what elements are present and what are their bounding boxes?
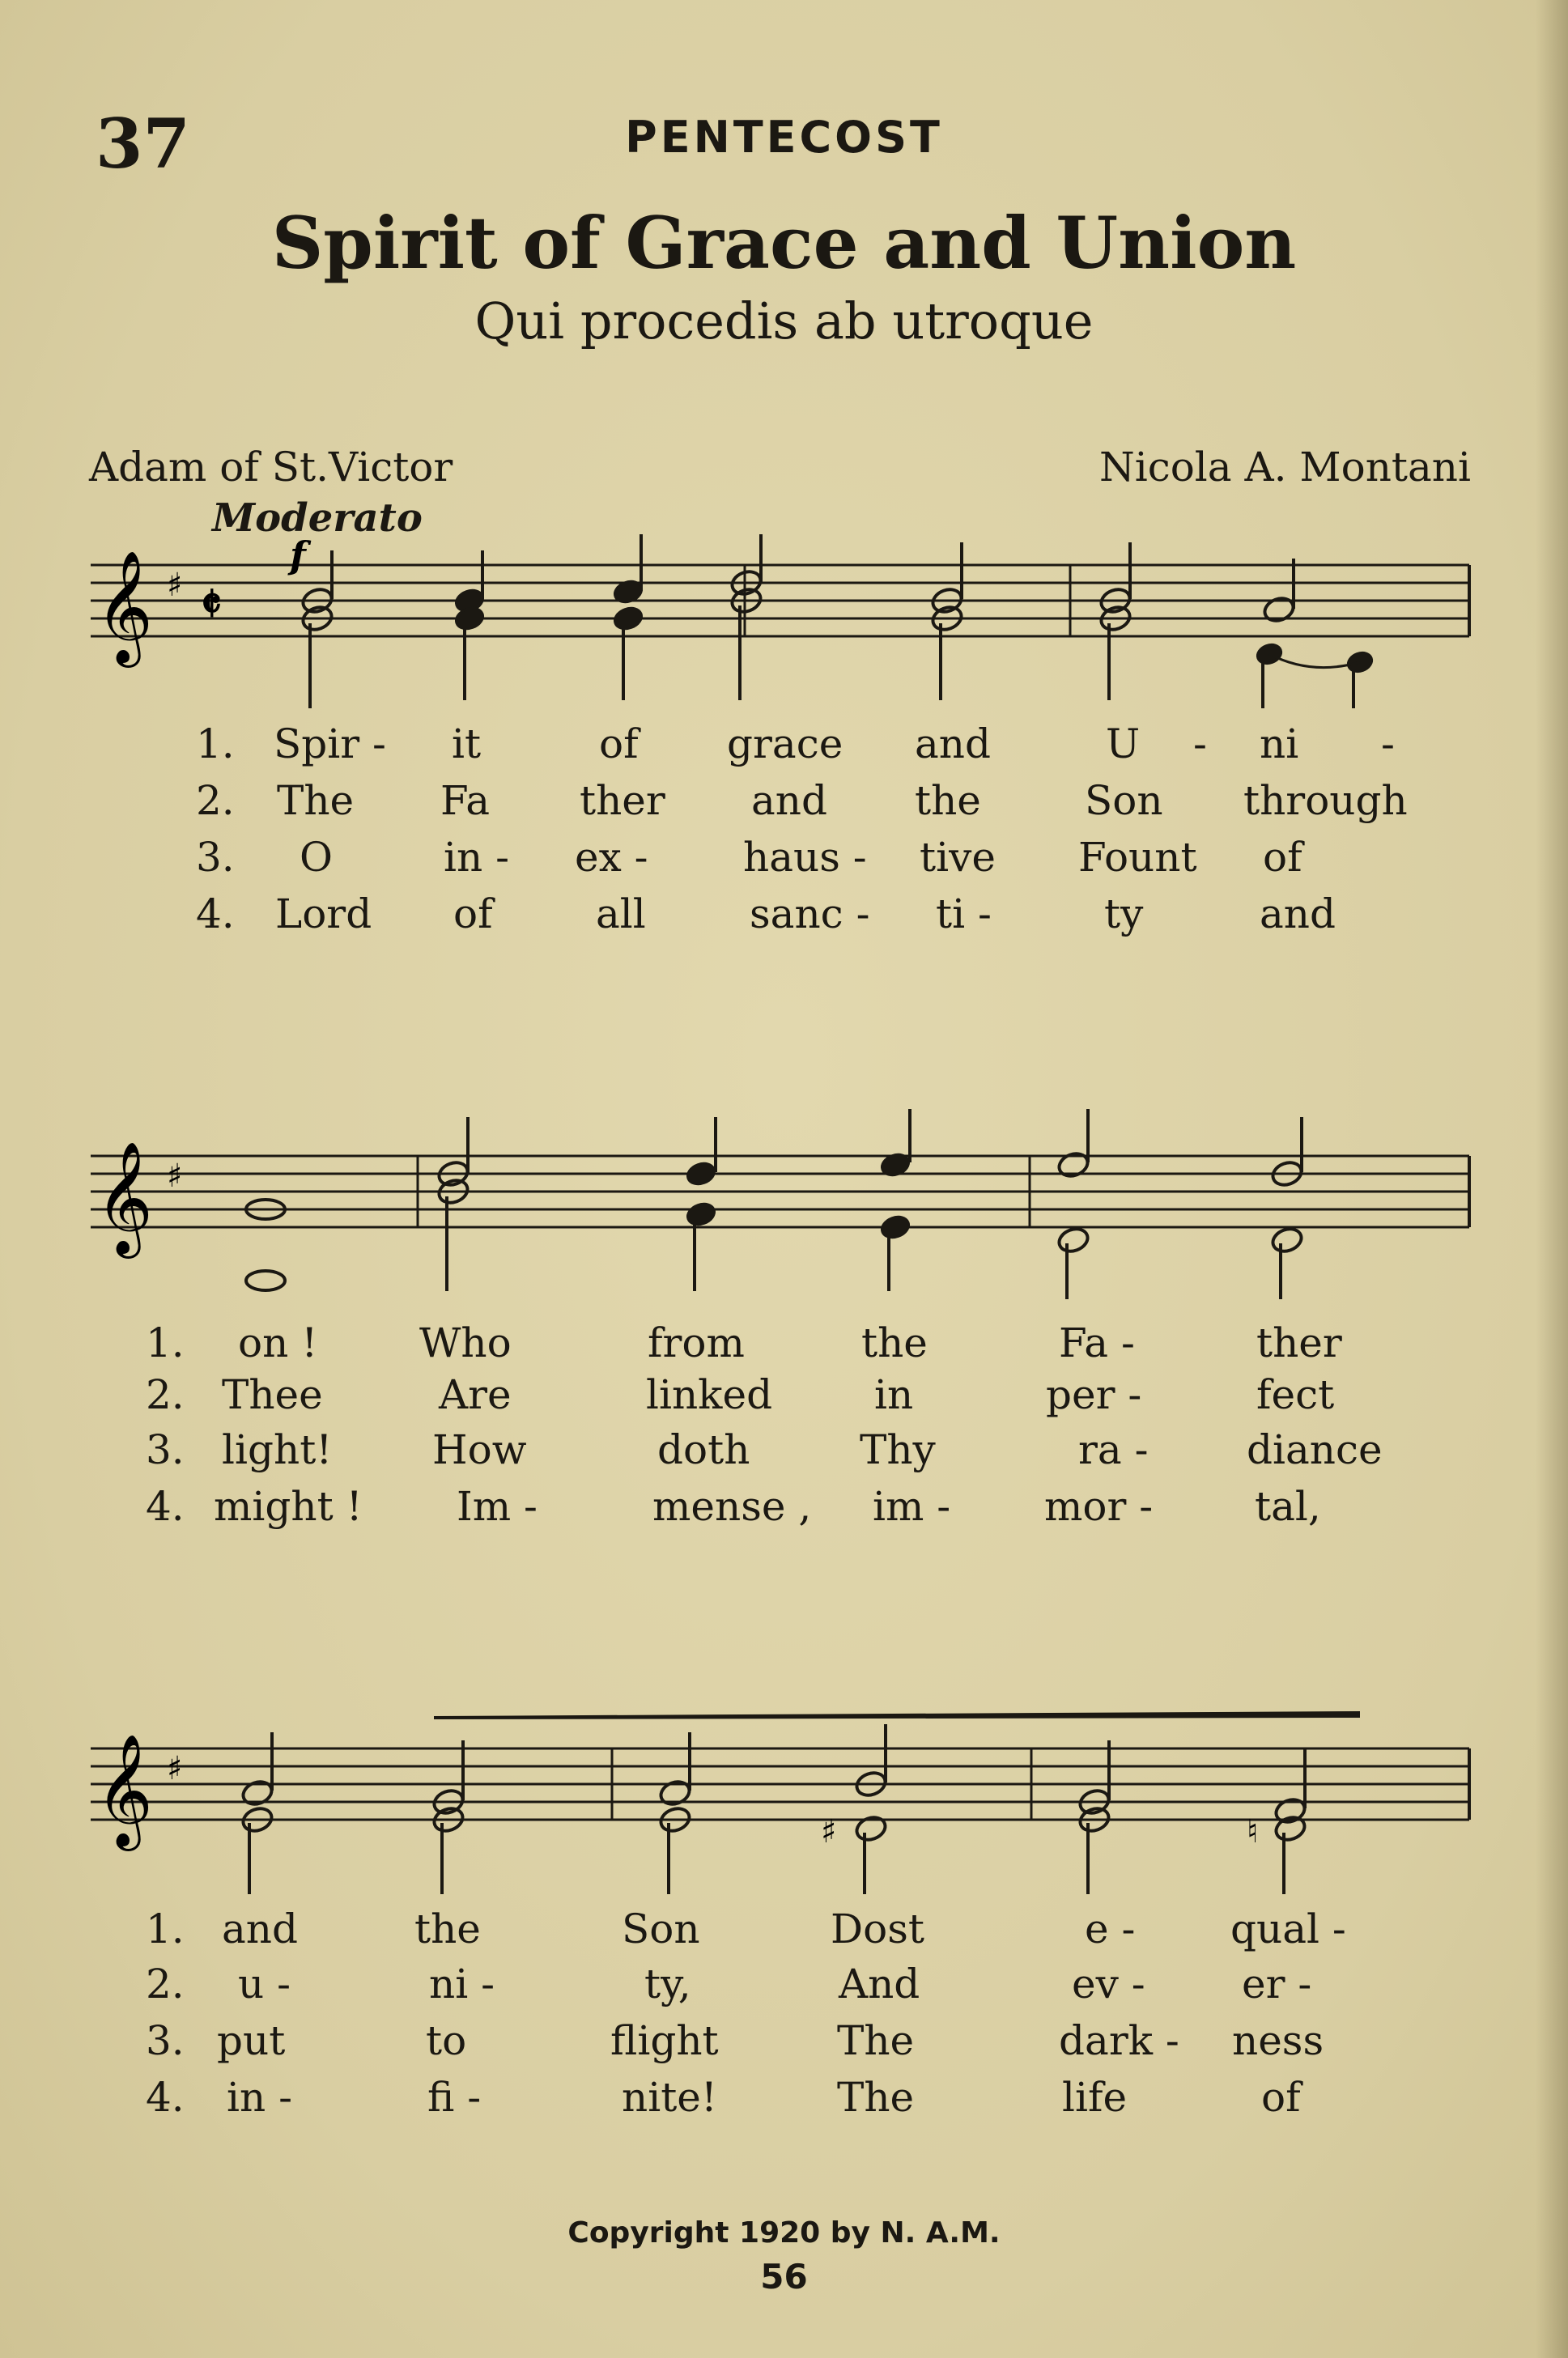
lyric-line: 1. Spir - it of grace and U - ni - — [196, 720, 1395, 767]
section-heading: PENTECOST — [625, 112, 943, 163]
music-staff-system-3 — [0, 1684, 1568, 1902]
lyric-line: 3. put to flight The dark - ness — [146, 2017, 1324, 2064]
lyric-line: 2. The Fa ther and the Son through — [196, 777, 1408, 824]
forte-dynamic: f — [290, 533, 306, 577]
natural-accidental-icon: ♮ — [1247, 1813, 1259, 1850]
text-author: Adam of St.Victor — [89, 444, 453, 491]
treble-clef-icon: 𝄞 — [96, 1141, 153, 1254]
sharp-icon: ♯ — [167, 567, 183, 604]
lyric-line: 4. in - fi - nite! The life of — [146, 2074, 1301, 2121]
lyric-line: 2. Thee Are linked in per - fect — [146, 1371, 1335, 1418]
sharp-icon: ♯ — [167, 1158, 183, 1195]
copyright-notice: Copyright 1920 by N. A.M. — [567, 2216, 1001, 2250]
page-number: 56 — [760, 2257, 808, 2296]
music-staff-system-2 — [0, 1109, 1568, 1303]
music-composer: Nicola A. Montani — [1098, 444, 1471, 491]
hymn-title: Spirit of Grace and Union — [271, 201, 1297, 285]
hymn-number: 37 — [96, 104, 190, 184]
crescendo-hairpin — [434, 1711, 1360, 1719]
sharp-accidental-icon: ♯ — [821, 1813, 837, 1850]
treble-clef-icon: 𝄞 — [96, 550, 153, 663]
music-staff-system-1 — [0, 518, 1568, 712]
lyric-line: 2. u - ni - ty, And ev - er - — [146, 1961, 1312, 2007]
lyric-line: 4. might ! Im - mense , im - mor - tal, — [146, 1483, 1321, 1530]
lyric-line: 1. and the Son Dost e - qual - — [146, 1906, 1346, 1952]
lyric-line: 4. Lord of all sanc - ti - ty and — [196, 890, 1336, 937]
lyric-line: 3. light! How doth Thy ra - diance — [146, 1426, 1383, 1473]
cut-time-icon: 𝄵 — [201, 576, 222, 631]
treble-clef-icon: 𝄞 — [96, 1734, 153, 1846]
lyric-line: 3. O ex - in - haus - tive Fount of — [196, 834, 1302, 881]
lyric-line: 1. on ! Who from the Fa - ther — [146, 1319, 1342, 1366]
sharp-icon: ♯ — [167, 1750, 183, 1787]
tempo-marking: Moderato — [212, 495, 423, 541]
hymn-subtitle: Qui procedis ab utroque — [474, 291, 1094, 351]
